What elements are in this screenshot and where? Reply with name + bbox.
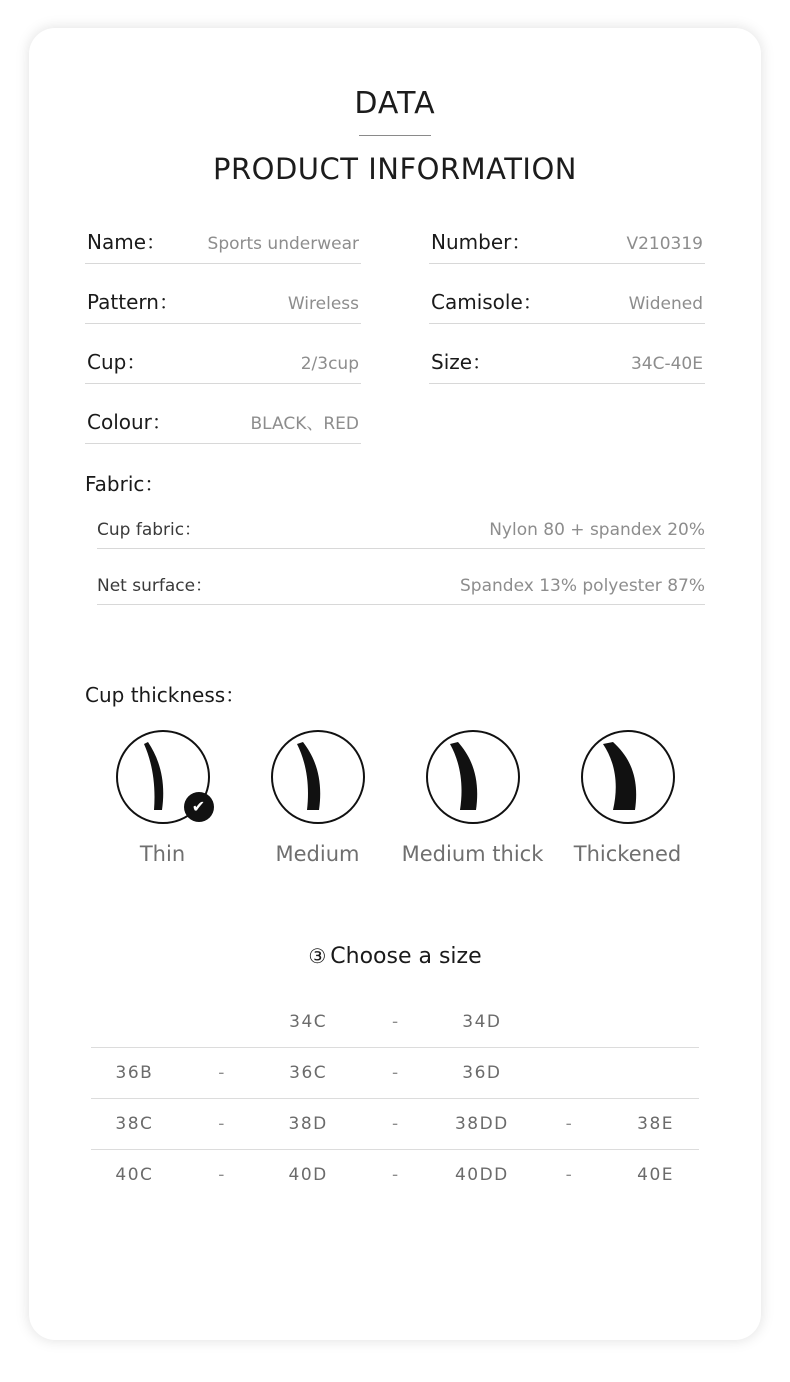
- spec-label-size: Size：: [431, 350, 493, 374]
- fabric-row-cup: [97, 515, 705, 549]
- size-cell: -: [391, 1114, 399, 1134]
- spec-label-number: Number：: [431, 230, 532, 254]
- page-subtitle: PRODUCT INFORMATION: [213, 152, 577, 186]
- page-title: DATA: [354, 86, 436, 121]
- thickness-icon-wrap-thickened: [581, 730, 675, 824]
- thickness-icon-wrap-medium-thick: [426, 730, 520, 824]
- size-cell[interactable]: 40D: [288, 1165, 328, 1185]
- size-cell: -: [391, 1012, 399, 1032]
- fabric-list: [29, 515, 761, 605]
- thickness-label-medium: Medium: [275, 842, 360, 866]
- size-cell: -: [565, 1114, 572, 1134]
- choose-size-label: Choose a size: [330, 944, 482, 969]
- size-cell[interactable]: 38D: [288, 1114, 328, 1134]
- spec-label-pattern: Pattern：: [87, 290, 179, 314]
- table-row[interactable]: [91, 1099, 699, 1150]
- specification-grid: [29, 226, 761, 466]
- size-cell: -: [218, 1165, 225, 1185]
- cup-thickness-options: [29, 730, 761, 866]
- spec-row-name: [85, 226, 361, 264]
- size-cell[interactable]: 36B: [115, 1063, 154, 1083]
- size-cell[interactable]: 36C: [289, 1063, 328, 1083]
- spec-value-size: 34C-40E: [630, 354, 703, 374]
- cup-medium-icon: [271, 730, 365, 824]
- size-table: [91, 997, 699, 1200]
- title-divider: [359, 135, 431, 136]
- cup-thickened-icon: [581, 730, 675, 824]
- size-cell[interactable]: 40E: [637, 1165, 675, 1185]
- table-row[interactable]: [91, 997, 699, 1048]
- fabric-label-cup: Cup fabric：: [97, 520, 202, 540]
- thickness-label-thickened: Thickened: [573, 842, 682, 866]
- spec-column-left: [85, 226, 395, 466]
- thickness-option-thickened[interactable]: [550, 730, 705, 866]
- thickness-label-medium-thick: Medium thick: [401, 842, 544, 866]
- step-number-marker: ③: [308, 944, 327, 968]
- size-cell[interactable]: 36D: [462, 1063, 502, 1083]
- thickness-label-thin: Thin: [139, 842, 186, 866]
- spec-row-pattern: [85, 286, 361, 324]
- spec-value-name: Sports underwear: [207, 234, 359, 254]
- fabric-value-cup: Nylon 80 + spandex 20%: [489, 520, 705, 540]
- size-cell: -: [391, 1165, 399, 1185]
- fabric-value-net: Spandex 13% polyester 87%: [460, 576, 705, 596]
- size-cell[interactable]: 40C: [115, 1165, 154, 1185]
- spec-value-number: V210319: [626, 234, 703, 254]
- fabric-row-net: [97, 571, 705, 605]
- spec-row-camisole: [429, 286, 705, 324]
- thickness-icon-wrap-medium: [271, 730, 365, 824]
- size-cell[interactable]: 38C: [115, 1114, 154, 1134]
- spec-label-name: Name：: [87, 230, 167, 254]
- spec-label-cup: Cup：: [87, 350, 147, 374]
- product-info-card: [29, 28, 761, 1340]
- size-cell[interactable]: 38E: [637, 1114, 675, 1134]
- table-row[interactable]: [91, 1150, 699, 1200]
- spec-label-colour: Colour：: [87, 410, 172, 434]
- size-cell: -: [565, 1165, 572, 1185]
- size-cell[interactable]: 40DD: [454, 1165, 509, 1185]
- spec-row-colour: [85, 406, 361, 444]
- size-cell[interactable]: 34C: [289, 1012, 328, 1032]
- table-row[interactable]: [91, 1048, 699, 1099]
- spec-label-camisole: Camisole：: [431, 290, 543, 314]
- fabric-label-net: Net surface：: [97, 576, 213, 596]
- spec-value-colour: BLACK、RED: [250, 414, 359, 434]
- spec-row-spacer: [429, 406, 705, 436]
- cup-thickness-heading: Cup thickness：: [85, 683, 246, 707]
- thickness-option-medium-thick[interactable]: [395, 730, 550, 866]
- size-cell: -: [218, 1063, 225, 1083]
- size-cell[interactable]: 38DD: [454, 1114, 509, 1134]
- spec-value-pattern: Wireless: [287, 294, 359, 314]
- thickness-option-medium[interactable]: [240, 730, 395, 866]
- fabric-heading: Fabric：: [85, 472, 165, 496]
- thickness-option-thin[interactable]: [85, 730, 240, 866]
- spec-row-number: [429, 226, 705, 264]
- thickness-icon-wrap-thin: [116, 730, 210, 824]
- spec-row-size: [429, 346, 705, 384]
- spec-row-cup: [85, 346, 361, 384]
- thickness-selected-check-icon: ✔: [184, 792, 214, 822]
- cup-medium-thick-icon: [426, 730, 520, 824]
- spec-value-cup: 2/3cup: [300, 354, 359, 374]
- spec-column-right: [395, 226, 705, 466]
- size-cell: -: [218, 1114, 225, 1134]
- spec-value-camisole: Widened: [628, 294, 703, 314]
- size-cell: -: [391, 1063, 399, 1083]
- choose-size-heading: [29, 944, 761, 969]
- size-cell[interactable]: 34D: [462, 1012, 502, 1032]
